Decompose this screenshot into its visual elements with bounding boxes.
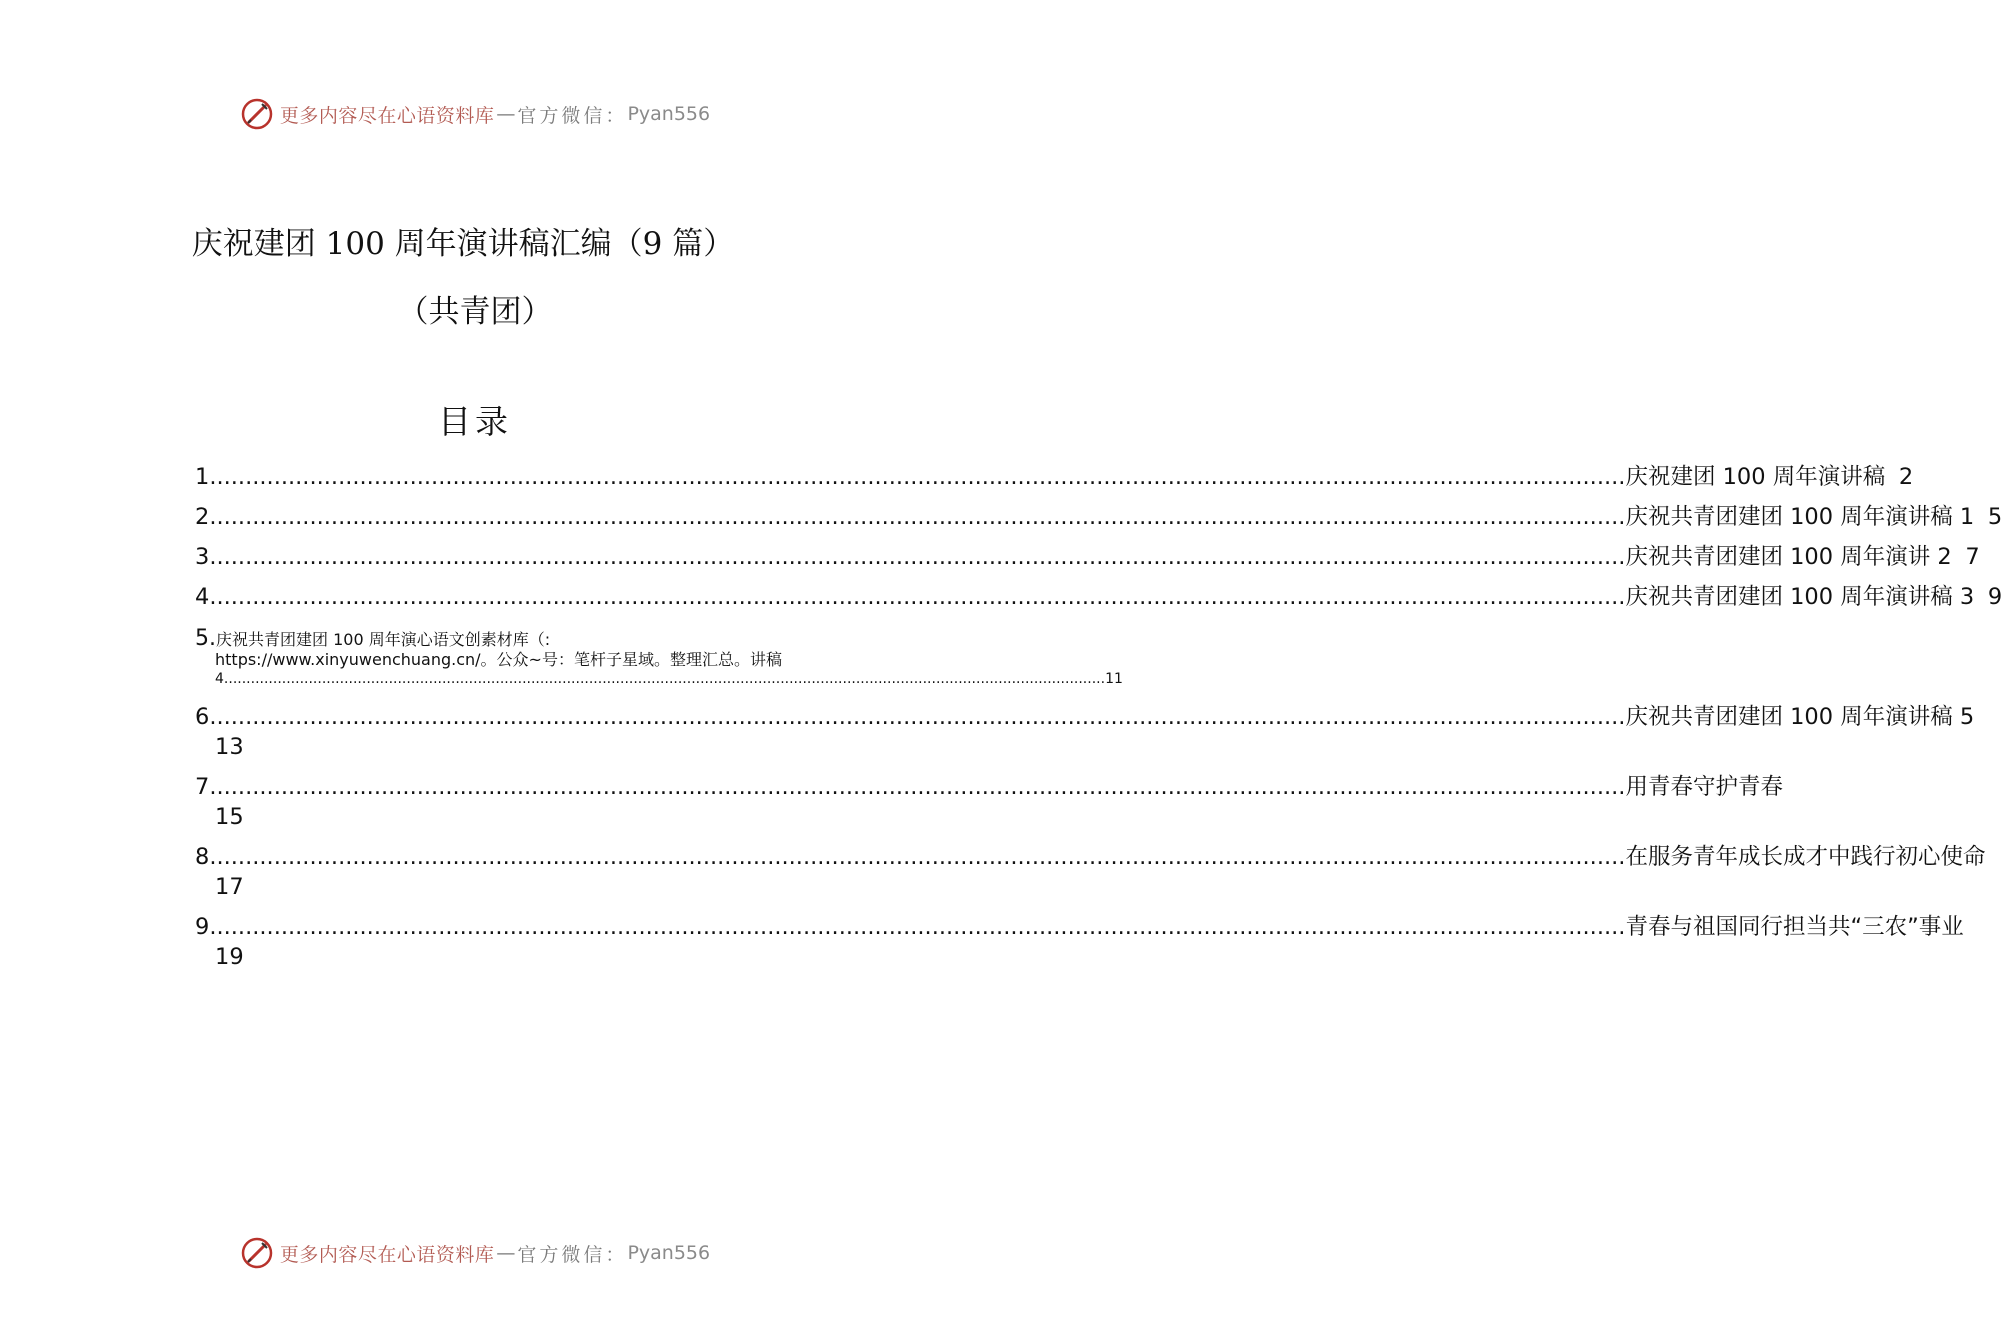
toc-leader-dots: ...................................................................................................................................................................................................... xyxy=(209,774,1626,800)
toc-item-label: 庆祝共青团建团 100 周年演讲稿 3 xyxy=(1625,584,1975,610)
banner-dash: — xyxy=(496,103,516,125)
toc-leader-dots: ...................................................................................................................................................................................................... xyxy=(223,671,1106,687)
toc-leader-dots: ...................................................................................................................................................................................................... xyxy=(209,584,1626,610)
toc-item-number: 1 xyxy=(195,464,210,490)
table-of-contents xyxy=(195,462,2002,982)
banner-label: 官方微信： xyxy=(517,104,628,127)
toc-leader-dots: ...................................................................................................................................................................................................... xyxy=(209,914,1626,940)
toc-item-page: 11 xyxy=(1105,671,1123,687)
toc-item-number: 8 xyxy=(195,844,210,870)
toc-item-page: 17 xyxy=(215,874,244,900)
toc-item-number: 5. xyxy=(195,626,216,651)
toc-heading: 目录 xyxy=(438,402,512,441)
toc-item-label-line1: 庆祝共青团建团 100 周年演心语文创素材库（: xyxy=(216,630,551,649)
footer-banner xyxy=(0,1233,950,1273)
toc-item[interactable] xyxy=(195,772,1783,842)
toc-item-number: 6 xyxy=(195,704,210,730)
pen-logo-icon xyxy=(240,97,274,131)
toc-item-page: 7 xyxy=(1965,544,1980,570)
banner-wechat-id: Pyan556 xyxy=(627,1242,711,1264)
toc-item-label: 庆祝建团 100 周年演讲稿 xyxy=(1625,464,1886,490)
toc-item[interactable] xyxy=(195,702,1975,772)
toc-item-page: 2 xyxy=(1898,464,1914,490)
banner-text: 更多内容尽在心语资料库 xyxy=(279,104,495,127)
pen-logo-icon xyxy=(240,1236,274,1270)
toc-item-number: 9 xyxy=(195,914,210,940)
toc-item-label: 庆祝共青团建团 100 周年演讲稿 5 xyxy=(1625,704,1975,730)
toc-item-label: 青春与祖国同行担当共“三农”事业 xyxy=(1625,914,1964,940)
toc-item[interactable] xyxy=(195,502,2002,542)
toc-leader-dots: ...................................................................................................................................................................................................... xyxy=(209,464,1626,490)
toc-item[interactable] xyxy=(195,582,2002,622)
header-banner xyxy=(0,94,950,134)
toc-leader-dots: ...................................................................................................................................................................................................... xyxy=(209,844,1626,870)
toc-item-label-line3: 4 xyxy=(215,671,224,687)
toc-item-number: 2 xyxy=(195,504,210,530)
toc-leader-dots: ...................................................................................................................................................................................................... xyxy=(209,504,1626,530)
banner-wechat-id: Pyan556 xyxy=(627,103,711,125)
toc-item[interactable] xyxy=(195,842,1986,912)
document-subtitle: （共青团） xyxy=(397,294,553,330)
toc-item-page: 9 xyxy=(1987,584,2002,610)
toc-item-page: 13 xyxy=(215,734,244,760)
banner-dash: — xyxy=(496,1242,516,1264)
toc-item-label: 用青春守护青春 xyxy=(1625,774,1783,800)
toc-item[interactable] xyxy=(195,912,1964,982)
toc-item-label: 庆祝共青团建团 100 周年演讲 2 xyxy=(1625,544,1952,570)
toc-leader-dots: ...................................................................................................................................................................................................... xyxy=(209,544,1626,570)
banner-label: 官方微信： xyxy=(517,1243,628,1266)
toc-item-number: 3 xyxy=(195,544,210,570)
toc-item[interactable] xyxy=(195,624,1123,702)
toc-item[interactable] xyxy=(195,462,1914,502)
toc-item-page: 5 xyxy=(1987,504,2002,530)
toc-item-label-line2: https://www.xinyuwenchuang.cn/。公众~号：笔杆子星域。整理汇总。讲稿 xyxy=(215,650,782,669)
toc-item-page: 15 xyxy=(215,804,244,830)
document-title: 庆祝建团 100 周年演讲稿汇编（9 篇） xyxy=(191,226,735,262)
toc-item-label: 在服务青年成长成才中践行初心使命 xyxy=(1625,844,1986,870)
toc-leader-dots: ...................................................................................................................................................................................................... xyxy=(209,704,1626,730)
toc-item[interactable] xyxy=(195,542,1980,582)
toc-item-page: 19 xyxy=(215,944,244,970)
toc-item-number: 7 xyxy=(195,774,210,800)
toc-item-number: 4 xyxy=(195,584,210,610)
banner-text: 更多内容尽在心语资料库 xyxy=(279,1243,495,1266)
toc-item-label: 庆祝共青团建团 100 周年演讲稿 1 xyxy=(1625,504,1975,530)
